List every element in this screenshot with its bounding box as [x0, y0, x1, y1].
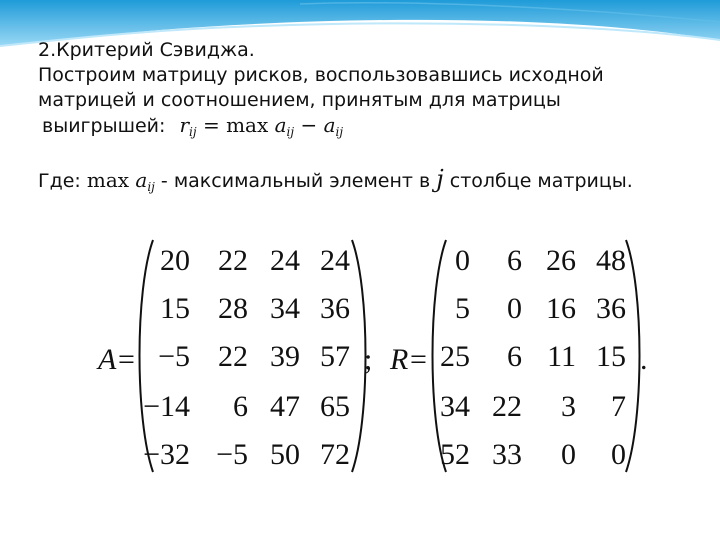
matrix-a-cell-r2-c2: 28: [218, 292, 248, 325]
matrix-a-cell-r2-c1: 15: [160, 292, 190, 325]
matrix-a-cell-r3-c1: −5: [158, 340, 190, 373]
matrix-r-cell-r3-c4: 15: [596, 340, 626, 373]
matrix-r-cell-r1-c2: 6: [507, 244, 522, 277]
matrix-a-cell-r5-c2: −5: [216, 438, 248, 471]
matrix-r-cell-r3-c3: 11: [547, 340, 576, 373]
matrix-r-cell-r1-c4: 48: [596, 244, 626, 277]
matrix-a-cell-r3-c3: 39: [270, 340, 300, 373]
matrix-r-cell-r1-c1: 0: [455, 244, 470, 277]
matrix-r-cell-r5-c3: 0: [561, 438, 576, 471]
matrix-a-cell-r4-c4: 65: [320, 390, 350, 423]
matrix-a-cell-r2-c3: 34: [270, 292, 300, 325]
matrix-r-cell-r5-c1: 52: [440, 438, 470, 471]
where-j: j: [436, 165, 444, 193]
matrix-a-equals: =: [118, 343, 135, 376]
matrix-r-cells: [440, 244, 626, 471]
matrix-a-cell-r5-c1: −32: [143, 438, 190, 471]
formula-eq: = max: [196, 113, 275, 137]
formula-term2-sub: ij: [335, 125, 344, 139]
where-prefix: Где:: [38, 170, 87, 192]
matrix-a-cell-r5-c3: 50: [270, 438, 300, 471]
formula-minus: −: [294, 113, 324, 137]
matrix-r-cell-r4-c1: 34: [440, 390, 470, 423]
matrix-a-cells: [143, 244, 350, 471]
matrix-r-cell-r5-c2: 33: [492, 438, 522, 471]
heading: 2.Критерий Сэвиджа.: [38, 39, 255, 61]
matrix-a-cell-r1-c1: 20: [160, 244, 190, 277]
matrix-r-cell-r2-c3: 16: [546, 292, 576, 325]
matrix-a-cell-r1-c3: 24: [270, 244, 300, 277]
matrix-a-cell-r4-c2: 6: [233, 390, 248, 423]
matrix-r-right-bracket: [626, 240, 640, 472]
matrix-a-cell-r3-c2: 22: [218, 340, 248, 373]
matrix-a-cell-r4-c1: −14: [143, 390, 190, 423]
formula-term1: a: [274, 113, 287, 137]
matrix-r-cell-r4-c4: 7: [611, 390, 626, 423]
formula-lhs: r: [179, 113, 190, 137]
matrix-a-cell-r5-c4: 72: [320, 438, 350, 471]
matrix-r-cell-r5-c4: 0: [611, 438, 626, 471]
matrix-r-cell-r3-c1: 25: [440, 340, 470, 373]
matrix-r-label: R: [390, 343, 409, 376]
where-suffix: столбце матрицы.: [443, 170, 633, 192]
where-a-sub: ij: [147, 180, 155, 194]
matrix-r-cell-r1-c3: 26: [546, 244, 576, 277]
formula-lhs-sub: ij: [189, 125, 197, 139]
where-a: a: [135, 168, 148, 192]
matrix-a-label: A: [98, 343, 117, 376]
matrix-a-cell-r1-c4: 24: [320, 244, 350, 277]
matrix-r-cell-r4-c3: 3: [561, 390, 576, 423]
matrix-a-cell-r3-c4: 57: [320, 340, 350, 373]
matrix-r-cell-r2-c2: 0: [507, 292, 522, 325]
matrix-r-cell-r2-c4: 36: [596, 292, 626, 325]
intro-line-2: матрицей и соотношением, принятым для матрицы: [38, 89, 561, 111]
matrix-a-cell-r1-c2: 22: [218, 244, 248, 277]
matrix-a-cell-r4-c3: 47: [270, 390, 300, 423]
matrix-a-cell-r2-c4: 36: [320, 292, 350, 325]
formula-term2: a: [323, 113, 336, 137]
matrix-r-cell-r2-c1: 5: [455, 292, 470, 325]
matrix-separator: ;: [364, 343, 373, 376]
matrix-end-period: .: [640, 343, 648, 376]
matrix-r-cell-r3-c2: 6: [507, 340, 522, 373]
intro-line-1: Построим матрицу рисков, воспользовавшись исходной: [38, 64, 604, 86]
where-mid: - максимальный элемент в: [154, 170, 437, 192]
intro-line-3-text: выигрышей:: [42, 115, 166, 137]
matrix-r-cell-r4-c2: 22: [492, 390, 522, 423]
formula-term1-sub: ij: [286, 125, 295, 139]
matrix-r-equals: =: [410, 343, 427, 376]
where-max: max: [86, 168, 136, 192]
